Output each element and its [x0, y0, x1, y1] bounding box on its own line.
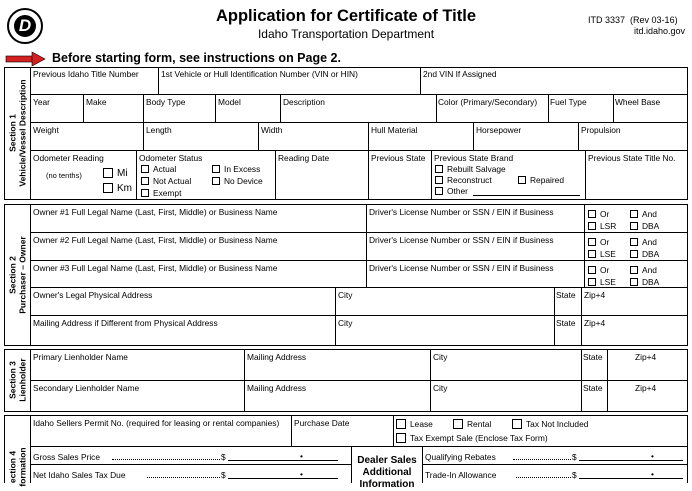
other-checkbox[interactable]	[435, 187, 443, 195]
mi-label: Mi	[117, 168, 128, 179]
physical-address-field[interactable]: Owner's Legal Physical Address	[33, 290, 153, 300]
form-number-line	[588, 15, 678, 26]
gross-sales-dollar: $	[221, 452, 226, 462]
physical-state-field[interactable]: State	[556, 290, 576, 300]
logo-letter: D	[18, 16, 32, 35]
trade-in-input[interactable]	[579, 478, 683, 479]
rebates-dollar: $	[572, 452, 577, 462]
mailing-state-field[interactable]: State	[556, 318, 576, 328]
dealer-sales-heading	[352, 455, 422, 491]
primary-lien-mailing-field[interactable]: Mailing Address	[247, 352, 307, 362]
tax-not-included-checkbox[interactable]	[512, 419, 522, 429]
no-tenths-note: (no tenths)	[46, 171, 82, 180]
fuel-type-field[interactable]: Fuel Type	[550, 97, 587, 107]
physical-city-field[interactable]: City	[338, 290, 353, 300]
arrow-right-icon	[6, 52, 46, 66]
instruction-text: Before starting form, see instructions on Page 2.	[52, 51, 341, 65]
form-number: ITD 3337	[588, 15, 626, 25]
description-field[interactable]: Description	[283, 97, 325, 107]
owner-1-name-field[interactable]: Owner #1 Full Legal Name (Last, First, Middle) or Business Name	[33, 207, 278, 217]
owner-2-lse-checkbox[interactable]	[588, 250, 596, 258]
rebates-decimal: •	[651, 451, 654, 461]
not-actual-checkbox[interactable]	[141, 177, 149, 185]
owner-2-or-checkbox[interactable]	[588, 238, 596, 246]
wheel-base-field[interactable]: Wheel Base	[615, 97, 661, 107]
tax-exempt-label: Tax Exempt Sale (Enclose Tax Form)	[410, 433, 548, 443]
owner-1-lsr-label: LSR	[600, 221, 617, 231]
reconstruct-label: Reconstruct	[447, 175, 492, 185]
owner-3-dba-checkbox[interactable]	[630, 278, 638, 286]
owner-3-lse-label: LSE	[600, 277, 616, 287]
owner-2-dba-label: DBA	[642, 249, 660, 259]
section2-name: Purchaser – Owner	[18, 236, 29, 314]
section1-number: Section 1	[8, 114, 19, 152]
section3-name: Lienholder	[18, 358, 29, 402]
owner-2-lse-label: LSE	[600, 249, 616, 259]
repaired-label: Repaired	[530, 175, 564, 185]
in-excess-checkbox[interactable]	[212, 165, 220, 173]
reading-date-field[interactable]: Reading Date	[278, 153, 330, 163]
dealer-sales-line3: Information	[359, 479, 415, 490]
owner-2-name-field[interactable]: Owner #2 Full Legal Name (Last, First, Middle) or Business Name	[33, 235, 278, 245]
vin-2-field[interactable]: 2nd VIN If Assigned	[423, 69, 497, 79]
other-specify-line[interactable]	[473, 195, 580, 196]
section4-header	[5, 442, 31, 487]
owner-2-and-label: And	[642, 237, 657, 247]
tax-not-included-label: Tax Not Included	[526, 419, 589, 429]
km-checkbox[interactable]	[103, 183, 113, 193]
hull-material-field[interactable]: Hull Material	[371, 125, 418, 135]
no-device-label: No Device	[224, 176, 263, 186]
rebuilt-salvage-checkbox[interactable]	[435, 165, 443, 173]
gross-sales-decimal: •	[300, 451, 303, 461]
owner-3-lse-checkbox[interactable]	[588, 278, 596, 286]
owner-1-and-checkbox[interactable]	[630, 210, 638, 218]
net-tax-decimal: •	[300, 469, 303, 479]
mailing-city-field[interactable]: City	[338, 318, 353, 328]
mi-checkbox[interactable]	[103, 168, 113, 178]
prev-state-brand-label: Previous State Brand	[434, 153, 514, 163]
itd-logo	[7, 8, 43, 44]
owner-3-and-label: And	[642, 265, 657, 275]
make-field[interactable]: Make	[86, 97, 107, 107]
section4-name: formation	[18, 446, 29, 487]
horsepower-field[interactable]: Horsepower	[476, 125, 522, 135]
owner-2-or-label: Or	[600, 237, 610, 247]
secondary-lienholder-field[interactable]: Secondary Lienholder Name	[33, 383, 140, 393]
owner-1-or-label: Or	[600, 209, 610, 219]
actual-label: Actual	[153, 164, 177, 174]
propulsion-field[interactable]: Propulsion	[581, 125, 621, 135]
primary-lien-state-field[interactable]: State	[583, 352, 603, 362]
rental-checkbox[interactable]	[453, 419, 463, 429]
actual-checkbox[interactable]	[141, 165, 149, 173]
lease-label: Lease	[410, 419, 433, 429]
owner-1-lsr-checkbox[interactable]	[588, 222, 596, 230]
no-device-checkbox[interactable]	[212, 177, 220, 185]
owner-1-and-label: And	[642, 209, 657, 219]
section3-header	[5, 349, 31, 411]
trade-in-leader	[516, 477, 571, 478]
owner-3-dba-label: DBA	[642, 277, 660, 287]
dealer-sales-line1: Dealer Sales	[357, 455, 417, 466]
qualifying-rebates-input[interactable]	[579, 460, 683, 461]
owner-2-dba-checkbox[interactable]	[630, 250, 638, 258]
km-label: Km	[117, 183, 132, 194]
primary-lienholder-field[interactable]: Primary Lienholder Name	[33, 352, 128, 362]
qualifying-rebates-leader	[513, 459, 571, 460]
section4-number: ection 4	[8, 450, 19, 483]
trade-in-dollar: $	[572, 470, 577, 480]
owner-3-and-checkbox[interactable]	[630, 266, 638, 274]
dealer-sales-line2: Additional	[362, 467, 412, 478]
owner-2-and-checkbox[interactable]	[630, 238, 638, 246]
owner-3-name-field[interactable]: Owner #3 Full Legal Name (Last, First, Middle) or Business Name	[33, 263, 278, 273]
owner-3-or-label: Or	[600, 265, 610, 275]
section1-header	[5, 67, 31, 199]
gross-sales-price-input[interactable]	[228, 460, 338, 461]
length-field[interactable]: Length	[146, 125, 172, 135]
rental-label: Rental	[467, 419, 492, 429]
gross-sales-price-leader	[112, 459, 220, 460]
exempt-checkbox[interactable]	[141, 189, 149, 197]
odometer-reading-field[interactable]: Odometer Reading	[33, 153, 104, 163]
mailing-zip-field[interactable]: Zip+4	[584, 318, 606, 328]
trade-in-decimal: •	[651, 469, 654, 479]
lease-checkbox[interactable]	[396, 419, 406, 429]
owner-1-dba-checkbox[interactable]	[630, 222, 638, 230]
form-revision: (Rev 03-16)	[630, 15, 678, 25]
owner-1-dba-label: DBA	[642, 221, 660, 231]
gross-sales-price-label: Gross Sales Price	[33, 452, 101, 462]
net-tax-due-leader	[147, 477, 220, 478]
sellers-permit-field[interactable]: Idaho Sellers Permit No. (required for leasing or rental companies)	[33, 418, 280, 428]
in-excess-label: In Excess	[224, 164, 261, 174]
purchase-date-field[interactable]: Purchase Date	[294, 418, 350, 428]
primary-lien-city-field[interactable]: City	[433, 352, 448, 362]
owner-1-license-field[interactable]: Driver's License Number or SSN / EIN if Business	[369, 207, 554, 217]
body-type-field[interactable]: Body Type	[146, 97, 186, 107]
section2-number: Section 2	[8, 256, 19, 294]
net-tax-due-label: Net Idaho Sales Tax Due	[33, 470, 126, 480]
secondary-lien-state-field[interactable]: State	[583, 383, 603, 393]
model-field[interactable]: Model	[218, 97, 241, 107]
vin-1-field[interactable]: 1st Vehicle or Hull Identification Number (VIN or HIN)	[161, 69, 358, 79]
form-title: Application for Certificate of Title	[215, 7, 477, 25]
tax-exempt-checkbox[interactable]	[396, 433, 406, 443]
owner-3-or-checkbox[interactable]	[588, 266, 596, 274]
section1-name: Vehicle/Vessel Description	[18, 79, 29, 187]
prev-state-title-no-field[interactable]: Previous State Title No.	[588, 153, 676, 163]
odometer-status-label: Odometer Status	[139, 153, 203, 163]
reconstruct-checkbox[interactable]	[435, 176, 443, 184]
primary-lien-zip-field[interactable]: Zip+4	[635, 352, 657, 362]
owner-3-license-field[interactable]: Driver's License Number or SSN / EIN if Business	[369, 263, 554, 273]
weight-field[interactable]: Weight	[33, 125, 59, 135]
trade-in-label: Trade-In Allowance	[425, 470, 497, 480]
not-actual-label: Not Actual	[153, 176, 192, 186]
exempt-label: Exempt	[153, 188, 182, 198]
other-label: Other	[447, 186, 468, 196]
net-tax-due-input[interactable]	[228, 478, 338, 479]
qualifying-rebates-label: Qualifying Rebates	[425, 452, 496, 462]
mailing-address-field[interactable]: Mailing Address if Different from Physical Address	[33, 318, 218, 328]
repaired-checkbox[interactable]	[518, 176, 526, 184]
rebuilt-salvage-label: Rebuilt Salvage	[447, 164, 506, 174]
secondary-lien-zip-field[interactable]: Zip+4	[635, 383, 657, 393]
department-name: Idaho Transportation Department	[257, 27, 435, 41]
owner-1-or-checkbox[interactable]	[588, 210, 596, 218]
secondary-lien-mailing-field[interactable]: Mailing Address	[247, 383, 307, 393]
year-field[interactable]: Year	[33, 97, 50, 107]
previous-state-field[interactable]: Previous State	[371, 153, 426, 163]
physical-zip-field[interactable]: Zip+4	[584, 290, 606, 300]
color-field[interactable]: Color (Primary/Secondary)	[438, 97, 538, 107]
section3-number: Section 3	[8, 361, 19, 399]
prev-idaho-title-field[interactable]: Previous Idaho Title Number	[33, 69, 139, 79]
owner-2-license-field[interactable]: Driver's License Number or SSN / EIN if Business	[369, 235, 554, 245]
width-field[interactable]: Width	[261, 125, 283, 135]
section2-header	[5, 204, 31, 346]
website: itd.idaho.gov	[634, 26, 686, 36]
secondary-lien-city-field[interactable]: City	[433, 383, 448, 393]
net-tax-dollar: $	[221, 470, 226, 480]
